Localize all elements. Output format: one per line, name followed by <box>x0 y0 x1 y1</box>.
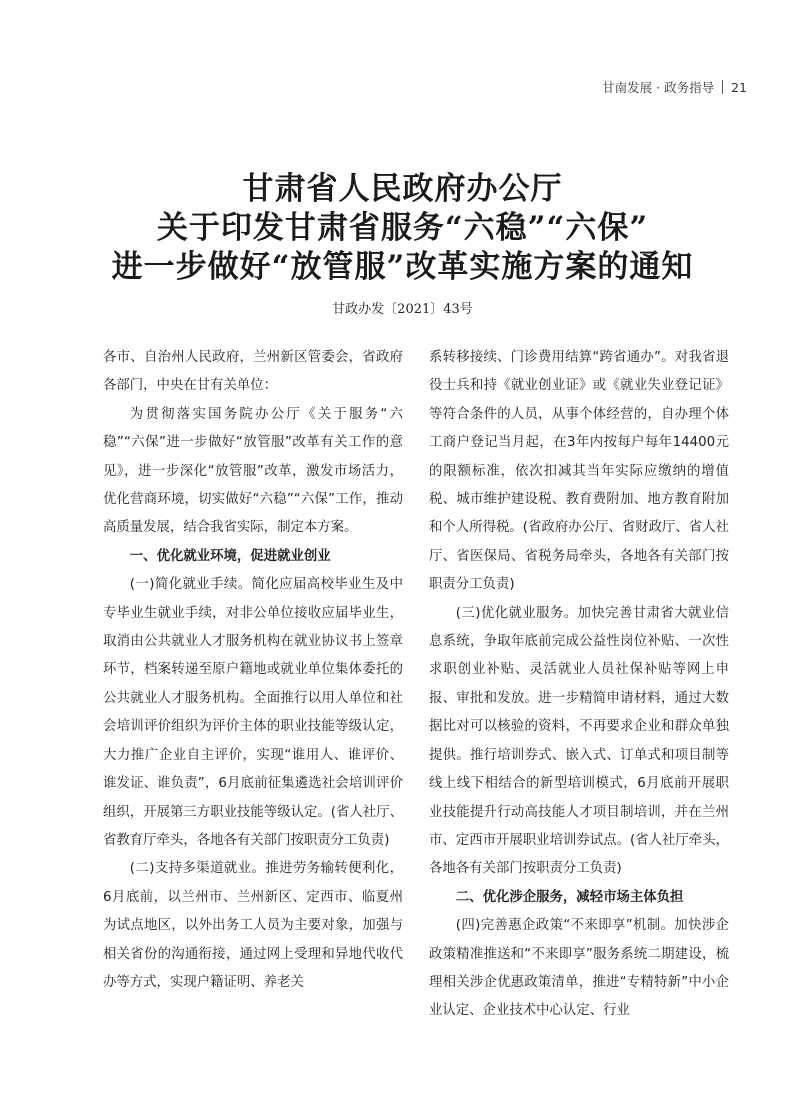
paragraph-item-4: (四)完善惠企政策“不来即享”机制。加快涉企政策精准推送和“不来即享”服务系统二期建设，梳理相关涉企优惠政策清单，推进“专精特新”中小企业认定、企业技术中心认定、行业 <box>429 918 729 1019</box>
left-column <box>103 344 403 997</box>
running-header <box>602 78 747 96</box>
header-divider <box>722 80 723 94</box>
page-number: 21 <box>731 79 747 95</box>
paragraph-item-2: (二)支持多渠道就业。推进劳务输转便利化，6月底前，以兰州市、兰州新区、定西市、临夏州为试点地区，以外出务工人员为主要对象，加强与相关省份的沟通衔接，通过网上受理和异地代收代办等方式，实现户籍证明、养老关 <box>103 861 403 990</box>
paragraph-item-1: (一)简化就业手续。简化应届高校毕业生及中专毕业生就业手续，对非公单位接收应届毕业生，取消由公共就业人才服务机构在就业协议书上签章环节，档案转递至原户籍地或就业单位集体委托的公共就业人才服务机构。全面推行以用人单位和社会培训评价组织为评价主体的职业技能等级认定，大力推广企业自主评价，实现“谁用人、谁评价、谁发证、谁负责”，6月底前征集遴选社会培训评价组织，开展第三方职业技能等级认定。(省人社厅、省教育厅牵头，各地各有关部门按职责分工负责) <box>103 577 403 848</box>
right-column <box>429 344 729 1026</box>
section-heading-1: 一、优化就业环境，促进就业创业 <box>129 548 331 564</box>
title-line-3: 进一步做好“放管服”改革实施方案的通知 <box>111 249 694 285</box>
paragraph-item-3: (三)优化就业服务。加快完善甘肃省大就业信息系统，争取年底前完成公益性岗位补贴、一次性求职创业补贴、灵活就业人员社保补贴等网上申报、审批和发放。进一步精简申请材料，通过大数据比对可以核验的资料，不再要求企业和群众单独提供。推行培训券式、嵌入式、订单式和项目制等线上线下相结合的新型培训模式，6月底前开展职业技能提升行动高技能人才项目制培训，并在兰州市、定西市开展职业培训券试点。(省人社厅牵头，各地各有关部门按职责分工负责) <box>429 605 729 877</box>
journal-name: 甘南发展 · 政务指导 <box>602 80 715 95</box>
document-number: 甘政办发〔2021〕43号 <box>332 302 473 317</box>
title-line-1: 甘肃省人民政府办公厅 <box>242 171 563 207</box>
title-line-2: 关于印发甘肃省服务“六稳”“六保” <box>156 210 649 246</box>
salutation: 各市、自治州人民政府，兰州新区管委会，省政府各部门，中央在甘有关单位： <box>103 350 403 394</box>
paragraph-item-2-continued: 系转移接续、门诊费用结算“跨省通办”。对我省退役士兵和持《就业创业证》或《就业失业登记证》等符合条件的人员，从事个体经营的，自办理个体工商户登记当月起，在3年内按每户每年14400元的限额标准，依次扣减其当年实际应缴纳的增值税、城市维护建设税、教育费附加、地方教育附加和个人所得税。(省政府办公厅、省财政厅、省人社厅、省医保局、省税务局牵头，各地各有关部门按职责分工负责) <box>429 350 729 593</box>
intro-paragraph: 为贯彻落实国务院办公厅《关于服务“六稳”“六保”进一步做好“放管服”改革有关工作的意见》，进一步深化“放管服”改革，激发市场活力，优化营商环境，切实做好“六稳”“六保”工作，推动高质量发展，结合我省实际，制定本方案。 <box>103 406 403 536</box>
document-title <box>0 170 805 287</box>
section-heading-2: 二、优化涉企服务，减轻市场主体负担 <box>455 889 684 905</box>
